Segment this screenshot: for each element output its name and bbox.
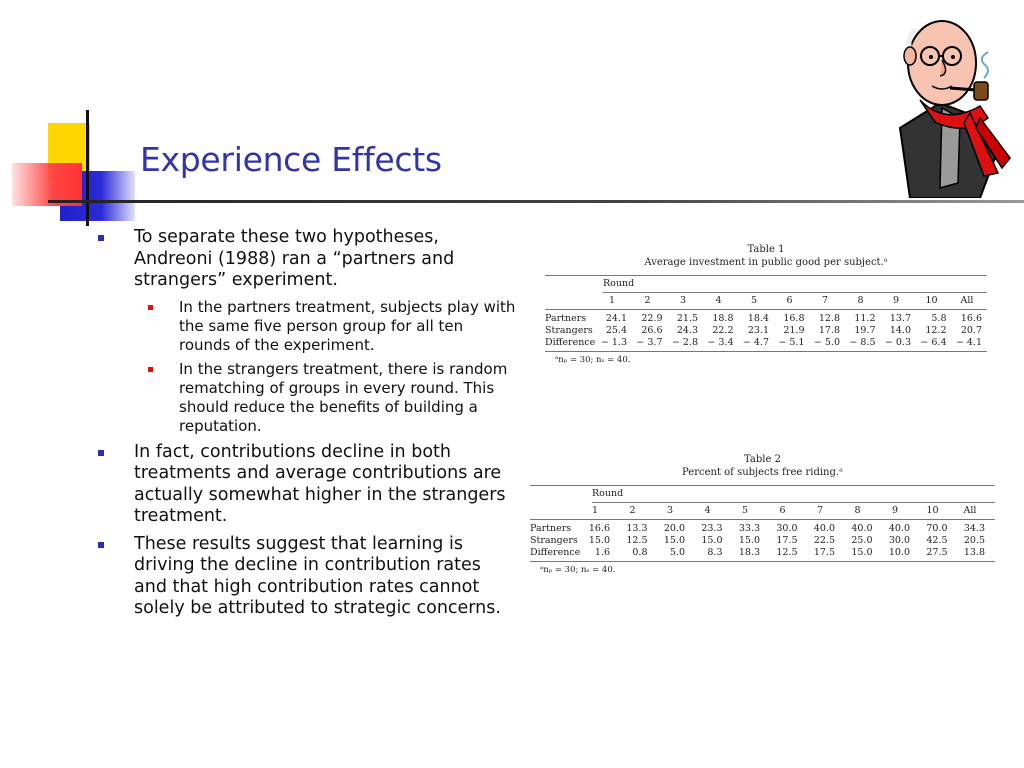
table-cell: 12.2 <box>925 325 947 336</box>
sub-bullet-marker <box>148 305 153 310</box>
table-cell: 15.0 <box>738 535 760 546</box>
table-cell: 24.1 <box>605 313 627 324</box>
table-cell: 19.7 <box>854 325 876 336</box>
table-cell: 12.5 <box>626 535 648 546</box>
column-header: 10 <box>926 505 939 516</box>
row-label: Partners <box>545 313 587 324</box>
table-cell: 15.0 <box>588 535 610 546</box>
table-note: ᵃnₚ = 30; nₛ = 40. <box>555 355 631 365</box>
round-header <box>530 488 995 500</box>
column-header-row <box>530 505 995 517</box>
round-label: Round <box>592 488 624 499</box>
sub-bullet-text: In the partners treatment, subjects play with the same five person group for all ten rounds of the experiment. <box>179 297 516 354</box>
round-label: Round <box>603 278 635 289</box>
table-cell: 17.8 <box>818 325 840 336</box>
slide-title: Experience Effects <box>140 140 442 179</box>
table-cell: 20.7 <box>960 325 982 336</box>
table-cell: 10.0 <box>888 547 910 558</box>
column-header: 5 <box>741 505 749 516</box>
table-note: ᵃnₚ = 30; nₛ = 40. <box>540 565 616 575</box>
table-cell: 40.0 <box>888 523 910 534</box>
table-cell: − 4.7 <box>742 337 769 348</box>
table-cell: 30.0 <box>776 523 798 534</box>
table-cell: 21.5 <box>676 313 698 324</box>
table-cell: 13.3 <box>626 523 648 534</box>
table-row <box>545 337 987 349</box>
table-cell: 20.5 <box>963 535 985 546</box>
table-cell: 18.4 <box>747 313 769 324</box>
table-rule <box>545 275 987 276</box>
table-cell: 12.8 <box>818 313 840 324</box>
bullet-text: These results suggest that learning is driving the decline in contribution rates and that high contribution rates cannot solely be attributed to strategic concerns. <box>134 533 501 618</box>
column-header-row <box>545 295 987 307</box>
table-cell: 5.0 <box>669 547 685 558</box>
column-header: 1 <box>591 505 599 516</box>
column-header: 2 <box>644 295 651 306</box>
row-label: Strangers <box>530 535 578 546</box>
table-cell: 17.5 <box>813 547 835 558</box>
table-cell: − 6.4 <box>920 337 947 348</box>
column-header: 9 <box>892 295 900 306</box>
column-header: 4 <box>715 295 722 306</box>
table-cell: 15.0 <box>851 547 873 558</box>
table-caption: Table 1 <box>747 244 785 255</box>
table-cell: 26.6 <box>641 325 663 336</box>
bullet-text: To separate these two hypotheses, Andreoni (1988) ran a “partners and strangers” experiment. <box>134 227 455 290</box>
table-cell: 8.3 <box>707 547 723 558</box>
table-rule <box>530 561 995 562</box>
table-cell: 70.0 <box>926 523 948 534</box>
table-cell: 24.3 <box>676 325 698 336</box>
table-cell: 27.5 <box>926 547 948 558</box>
table-cell: 22.9 <box>641 313 663 324</box>
table-cell: 17.5 <box>776 535 798 546</box>
sub-bullet-item <box>96 360 516 436</box>
table-cell: 13.7 <box>889 313 911 324</box>
table-cell: 30.0 <box>888 535 910 546</box>
table-cell: 40.0 <box>851 523 873 534</box>
table-cell: 42.5 <box>926 535 948 546</box>
title-underline <box>48 200 1024 203</box>
table-cell: − 4.1 <box>955 337 982 348</box>
table-1 <box>545 243 987 365</box>
table-row <box>545 313 987 325</box>
table-cell: 11.2 <box>854 313 876 324</box>
table-cell: − 5.1 <box>778 337 805 348</box>
column-header: 8 <box>854 505 861 516</box>
column-header: 1 <box>608 295 616 306</box>
table-cell: 16.6 <box>588 523 610 534</box>
table-rule <box>530 485 995 486</box>
sub-bullet-item <box>96 298 516 355</box>
row-label: Difference <box>545 337 596 348</box>
round-header <box>545 278 987 290</box>
table-cell: − 2.8 <box>671 337 698 348</box>
table-rule <box>592 502 995 503</box>
table-cell: 0.8 <box>632 547 648 558</box>
table-cell: 16.8 <box>783 313 805 324</box>
column-header: 4 <box>704 505 711 516</box>
column-header: 6 <box>779 505 786 516</box>
table-body <box>530 523 995 559</box>
table-row <box>530 535 995 547</box>
table-cell: 18.8 <box>712 313 734 324</box>
column-header: 2 <box>629 505 636 516</box>
table-rule <box>545 309 987 310</box>
table-rule <box>545 351 987 352</box>
table-rule <box>603 292 987 293</box>
bullet-list <box>96 227 516 626</box>
table-cell: 23.1 <box>747 325 769 336</box>
table-cell: 16.6 <box>960 313 982 324</box>
table-cell: 18.3 <box>738 547 760 558</box>
sub-bullet-list <box>96 298 516 436</box>
row-label: Partners <box>530 523 572 534</box>
column-header: 6 <box>786 295 793 306</box>
column-header: 9 <box>891 505 899 516</box>
bullet-item <box>96 534 516 620</box>
sub-bullet-marker <box>148 367 153 372</box>
table-subtitle: Percent of subjects free riding.ᵃ <box>682 467 843 478</box>
column-header: 5 <box>750 295 758 306</box>
table-cell: 23.3 <box>701 523 723 534</box>
table-row <box>545 325 987 337</box>
table-cell: 21.9 <box>783 325 805 336</box>
bullet-text: In fact, contributions decline in both treatments and average contributions are actually somewhat higher in the strangers treatment. <box>134 441 506 526</box>
column-header: All <box>960 295 974 306</box>
bullet-item <box>96 227 516 292</box>
table-cell: − 3.4 <box>707 337 734 348</box>
table-cell: 5.8 <box>931 313 947 324</box>
column-header: 7 <box>816 505 824 516</box>
bullet-marker <box>98 235 104 241</box>
table-row <box>530 523 995 535</box>
table-cell: 40.0 <box>813 523 835 534</box>
table-cell: 25.4 <box>605 325 627 336</box>
table-cell: − 3.7 <box>636 337 663 348</box>
table-cell: 13.8 <box>963 547 985 558</box>
table-cell: 15.0 <box>701 535 723 546</box>
table-cell: 22.2 <box>712 325 734 336</box>
table-cell: 14.0 <box>889 325 911 336</box>
bullet-marker <box>98 450 104 456</box>
table-cell: 22.5 <box>813 535 835 546</box>
table-body <box>545 313 987 349</box>
professor-with-pipe-icon <box>880 8 1020 198</box>
column-header: 10 <box>925 295 938 306</box>
table-cell: 12.5 <box>776 547 798 558</box>
table-cell: − 1.3 <box>600 337 627 348</box>
table-cell: − 5.0 <box>813 337 840 348</box>
table-cell: − 0.3 <box>884 337 911 348</box>
table-cell: − 8.5 <box>849 337 876 348</box>
bullet-marker <box>98 542 104 548</box>
table-cell: 15.0 <box>663 535 685 546</box>
table-cell: 25.0 <box>851 535 873 546</box>
table-row <box>530 547 995 559</box>
table-cell: 1.6 <box>594 547 610 558</box>
table-rule <box>530 519 995 520</box>
row-label: Difference <box>530 547 581 558</box>
table-2 <box>530 453 995 575</box>
row-label: Strangers <box>545 325 593 336</box>
table-caption: Table 2 <box>744 454 781 465</box>
table-cell: 34.3 <box>963 523 985 534</box>
table-subtitle: Average investment in public good per subject.ᵃ <box>644 257 888 268</box>
bullet-item <box>96 442 516 528</box>
table-cell: 20.0 <box>663 523 685 534</box>
decor-vertical-line <box>86 110 89 226</box>
sub-bullet-text: In the strangers treatment, there is random rematching of groups in every round. This should reduce the benefits of building a reputation. <box>179 359 508 435</box>
column-header: 7 <box>821 295 829 306</box>
column-header: 8 <box>857 295 864 306</box>
column-header: 3 <box>666 505 674 516</box>
column-header: 3 <box>679 295 687 306</box>
table-cell: 33.3 <box>738 523 760 534</box>
column-header: All <box>963 505 977 516</box>
